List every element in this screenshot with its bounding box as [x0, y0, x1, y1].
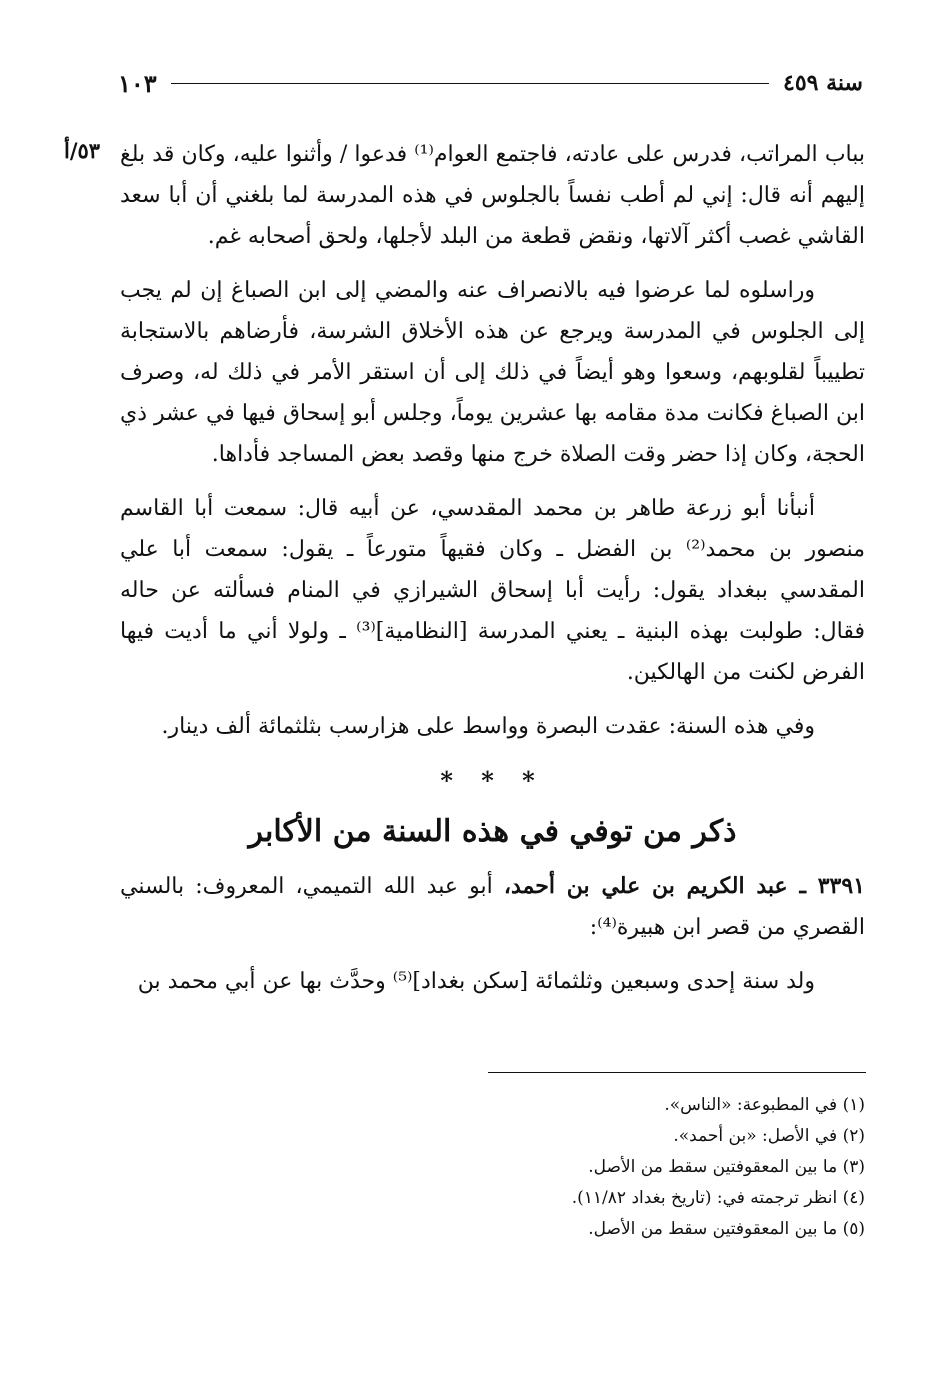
paragraph-3: أنبأنا أبو زرعة طاهر بن محمد المقدسي، عن أبيه قال: سمعت أبا القاسم منصور بن محمد⁽²⁾ بن الفضل ـ وكان فقيهاً متورعاً ـ يقول: سمعت أبا علي المقدسي ببغداد يقول: رأيت أبا إسحاق الشيرازي في المنام فسألته عن حاله فقال: طولبت بهذه البنية ـ يعني المدرسة [النظامية]⁽³⁾ ـ ولولا أني ما أديت فيها الفرض لكنت من الهالكين. — [120, 496, 865, 685]
section-title: ذكر من توفي في هذه السنة من الأكابر — [248, 814, 737, 849]
paragraph-4: وفي هذه السنة: عقدت البصرة وواسط على هزارسب بثلثمائة ألف دينار. — [161, 714, 815, 739]
entry-heading: ٣٣٩١ ـ عبد الكريم بن علي بن أحمد، — [503, 873, 865, 899]
header-rule — [171, 83, 769, 84]
footnote-2: (٢) في الأصل: «بن أحمد». — [673, 1126, 865, 1146]
margin-folio-note: ٥٣/أ — [64, 138, 101, 163]
running-header — [118, 66, 863, 100]
header-year: سنة ٤٥٩ — [783, 70, 863, 96]
biography-entry — [120, 866, 865, 948]
main-text — [120, 134, 865, 1015]
page-number: ١٠٣ — [118, 68, 157, 98]
footnote-rule — [488, 1072, 866, 1073]
footnote-3: (٣) ما بين المعقوفتين سقط من الأصل. — [588, 1157, 865, 1177]
footnote-4: (٤) انظر ترجمته في: (تاريخ بغداد ١١/٨٢). — [571, 1188, 865, 1208]
footnotes — [480, 1090, 865, 1245]
paragraph-last: ولد سنة إحدى وسبعين وثلثمائة [سكن بغداد]⁽⁵⁾ وحدَّث بها عن أبي محمد بن — [137, 969, 815, 994]
footnote-5: (٥) ما بين المعقوفتين سقط من الأصل. — [588, 1219, 865, 1239]
entry-text: أبو عبد الله التميمي، المعروف: بالسني القصري من قصر ابن هبيرة⁽⁴⁾: — [120, 874, 865, 940]
section-separator: * * * — [440, 766, 545, 795]
paragraph-2: وراسلوه لما عرضوا فيه بالانصراف عنه والمضي إلى ابن الصباغ إن لم يجب إلى الجلوس في المدرسة ويرجع عن هذه الأخلاق الشرسة، فأرضاهم بالاستجابة تطييباً لقلوبهم، وسعوا وهو أيضاً في ذلك إلى أن استقر الأمر في ذلك له، وصرف ابن الصباغ فكانت مدة مقامه بها عشرين يوماً، وجلس أبو إسحاق فيها في عشر ذي الحجة، وكان إذا حضر وقت الصلاة خرج منها وقصد بعض المساجد فأداها. — [120, 278, 865, 467]
paragraph-1: بباب المراتب، فدرس على عادته، فاجتمع العوام⁽¹⁾ فدعوا / وأثنوا عليه، وكان قد بلغ إليهم أنه قال: إني لم أطب نفساً بالجلوس في هذه المدرسة لما بلغني أن أبا سعد القاشي غصب أكثر آلاتها، ونقض قطعة من البلد لأجلها، ولحق أصحابه غم. — [120, 142, 866, 249]
footnote-1: (١) في المطبوعة: «الناس». — [664, 1095, 865, 1115]
